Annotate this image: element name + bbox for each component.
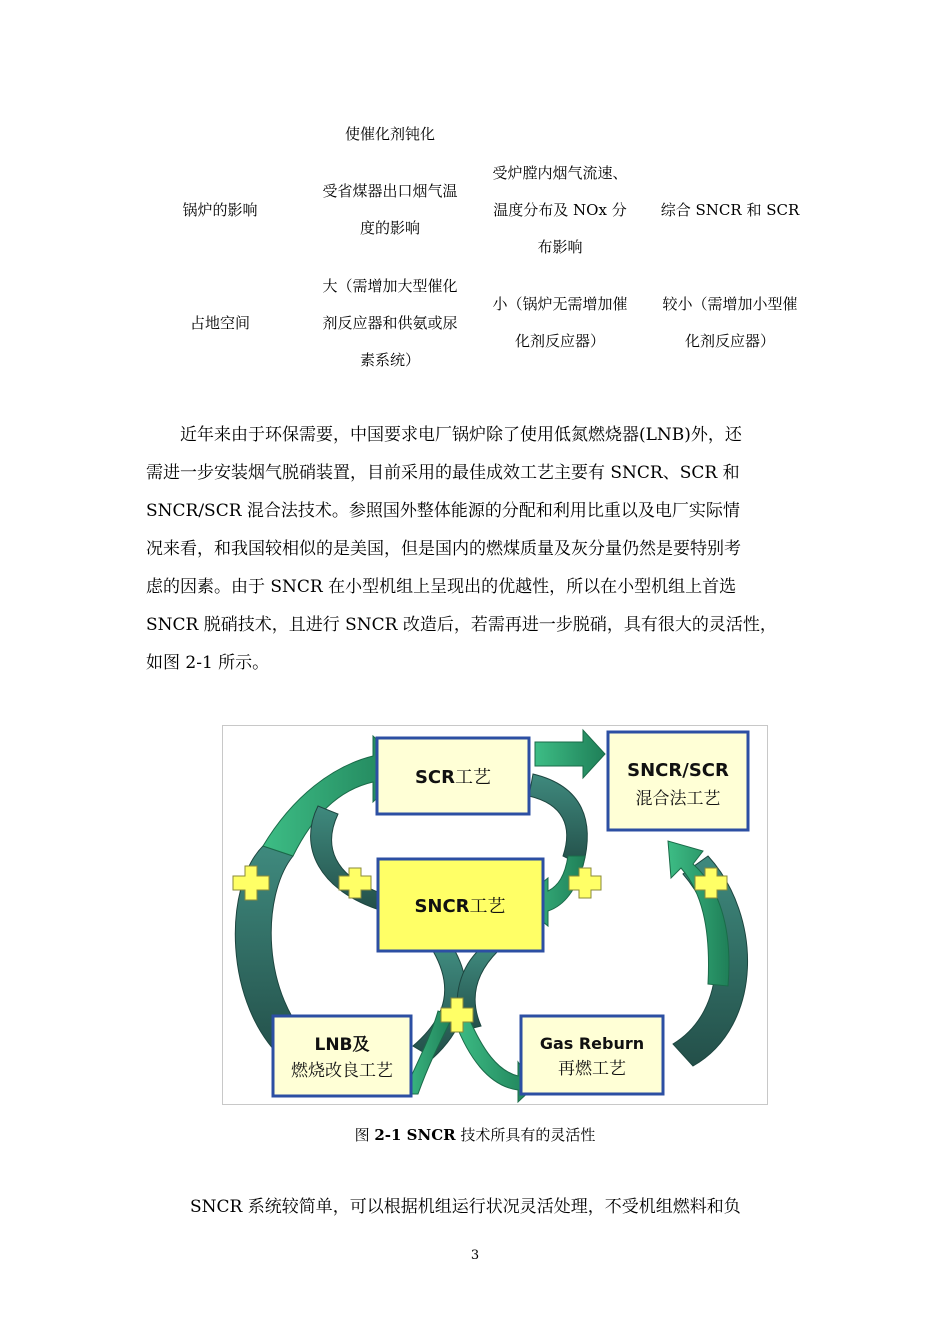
text-line: 受炉膛内烟气流速、 [492, 164, 628, 182]
page-number: 3 [470, 1248, 480, 1263]
body-paragraph-1 [146, 416, 806, 682]
body-paragraph-2 [146, 1188, 806, 1226]
sncr-box-rest: 工艺 [469, 896, 506, 917]
table-top-fragment: 使催化剂钝化 [344, 125, 435, 143]
paragraph-line: SNCR 脱硝技术，且进行 SNCR 改造后，若需再进一步脱硝，具有很大的灵活性， [146, 615, 777, 635]
sncr-box [378, 859, 543, 951]
scr-box [377, 738, 529, 814]
lnb-box [273, 1016, 411, 1096]
row2-hybrid-cell [645, 286, 815, 360]
svg-text:SNCR工艺 [414, 896, 505, 917]
svg-text:SCR工艺 [415, 767, 491, 788]
text-line: 化剂反应器） [684, 332, 775, 350]
caption-prefix: 图 [354, 1126, 375, 1144]
reburn-box-line1: Gas Reburn [539, 1034, 645, 1053]
paragraph-line: 虑的因素。由于 SNCR 在小型机组上呈现出的优越性，所以在小型机组上首选 [146, 577, 737, 597]
hybrid-box-line2: 混合法工艺 [635, 789, 721, 809]
reburn-box-line2: 再燃工艺 [558, 1059, 626, 1079]
text-line: 小（锅炉无需增加催 [492, 295, 628, 313]
row1-hybrid-cell: 综合 SNCR 和 SCR [660, 201, 800, 219]
scr-box-bold: SCR [414, 767, 456, 788]
paragraph-line: 况来看，和我国较相似的是美国，但是国内的燃煤质量及灰分量仍然是要特别考 [146, 539, 741, 559]
hybrid-box [608, 732, 748, 830]
text-line: 较小（需增加小型催 [662, 295, 798, 313]
row-label-footprint: 占地空间 [189, 314, 250, 332]
figure-caption [0, 1124, 950, 1145]
paragraph-line: SNCR/SCR 混合法技术。参照国外整体能源的分配和利用比重以及电厂实际情 [146, 501, 740, 521]
text-line: 受省煤器出口烟气温 [322, 182, 458, 200]
flow-diagram [223, 726, 767, 1104]
reburn-box [521, 1016, 663, 1094]
text-line: 度的影响 [359, 219, 420, 237]
text-line: 素系统） [359, 351, 420, 369]
paragraph-line: 近年来由于环保需要，中国要求电厂锅炉除了使用低氮燃烧器(LNB)外，还 [180, 425, 742, 445]
paragraph-line: 如图 2-1 所示。 [146, 653, 270, 673]
scr-box-rest: 工艺 [455, 767, 492, 788]
figure-sncr-flexibility [222, 725, 768, 1105]
row1-sncr-cell [475, 155, 645, 266]
caption-suffix: 技术所具有的灵活性 [455, 1126, 596, 1144]
paragraph-line: 需进一步安装烟气脱硝装置，目前采用的最佳成效工艺主要有 SNCR、SCR 和 [146, 463, 740, 483]
hybrid-box-line1: SNCR/SCR [627, 760, 729, 781]
text-line: 化剂反应器） [514, 332, 605, 350]
text-line: 大（需增加大型催化 [322, 277, 458, 295]
caption-number: 2-1 SNCR [374, 1126, 456, 1144]
paragraph-line: SNCR 系统较简单，可以根据机组运行状况灵活处理，不受机组燃料和负 [190, 1197, 741, 1217]
top-arrow [535, 730, 605, 778]
lnb-box-line1: LNB及 [314, 1035, 370, 1055]
row2-sncr-cell [475, 286, 645, 360]
top-right-band [529, 774, 587, 866]
row1-scr-cell [300, 173, 480, 247]
sncr-box-bold: SNCR [414, 896, 470, 917]
text-line: 剂反应器和供氨或尿 [322, 314, 458, 332]
row2-scr-cell [300, 268, 480, 379]
text-line: 布影响 [537, 238, 583, 256]
lnb-box-line2: 燃烧改良工艺 [291, 1061, 393, 1081]
text-line: 温度分布及 NOx 分 [493, 201, 627, 219]
row-label-boiler-effect: 锅炉的影响 [182, 201, 258, 219]
inner-left-band [311, 806, 383, 911]
